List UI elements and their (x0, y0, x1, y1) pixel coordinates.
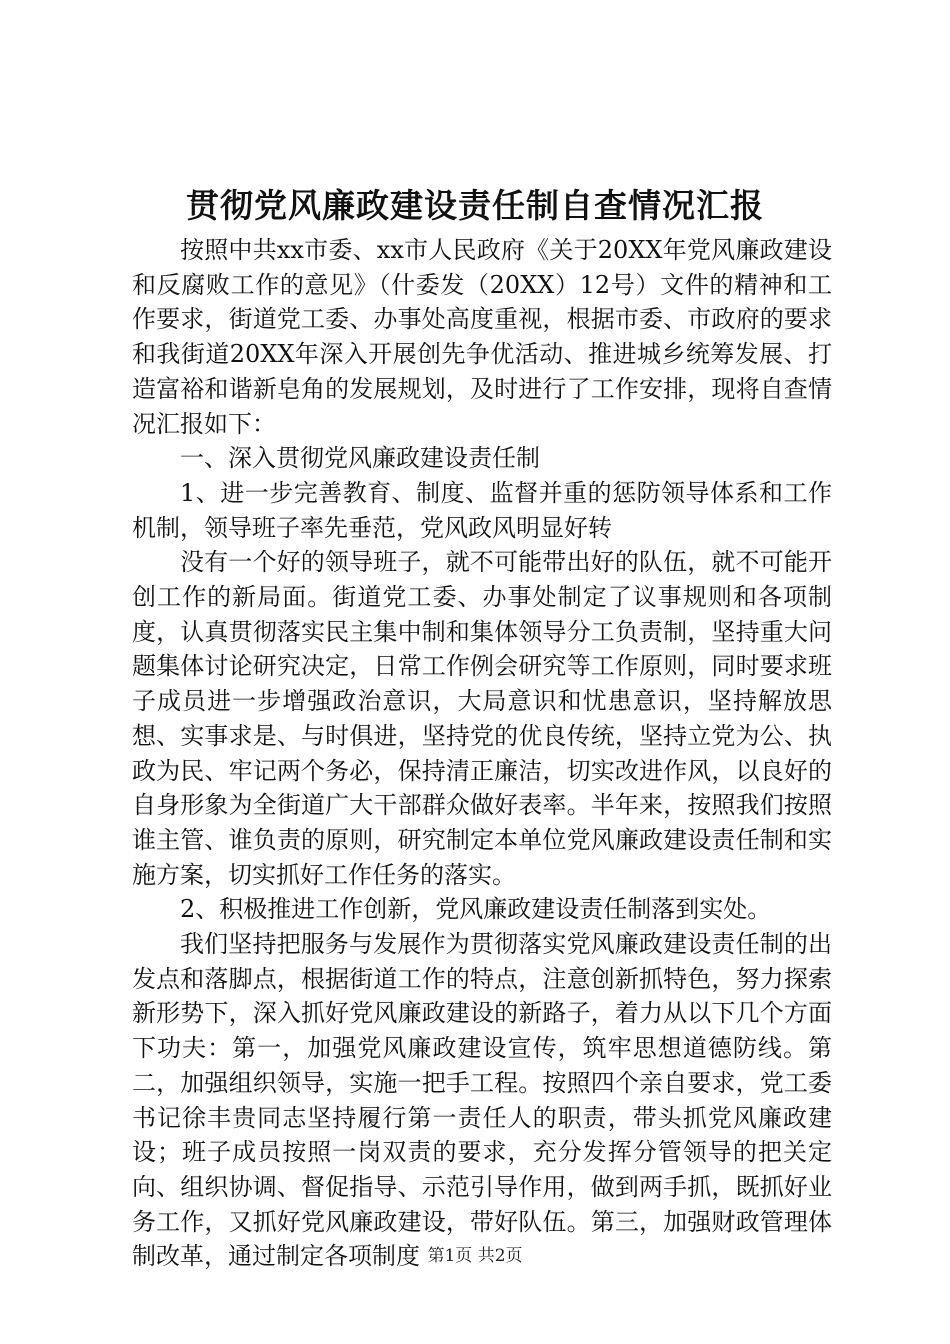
body-paragraph-1: 没有一个好的领导班子，就不可能带出好的队伍，就不可能开创工作的新局面。街道党工委、办事处制定了议事规则和各项制度，认真贯彻落实民主集中制和集体领导分工负责制，坚持重大问题集体讨论研究决定，日常工作例会研究等工作原则，同时要求班子成员进一步增强政治意识，大局意识和忧患意识，坚持解放思想、实事求是、与时俱进，坚持党的优良传统，坚持立党为公、执政为民、牢记两个务必，保持清正廉洁，切实改进作风，以良好的自身形象为全街道广大干部群众做好表率。半年来，按照我们按照谁主管、谁负责的原则，研究制定本单位党风廉政建设责任制和实施方案，切实抓好工作任务的落实。 (132, 548, 832, 889)
body-paragraph-2: 我们坚持把服务与发展作为贯彻落实党风廉政建设责任制的出发点和落脚点，根据街道工作的特点，注意创新抓特色，努力探索新形势下，深入抓好党风廉政建设的新路子，着力从以下几个方面下功夫：第一，加强党风廉政建设宣传，筑牢思想道德防线。第二，加强组织领导，实施一把手工程。按照四个亲自要求，党工委书记徐丰贵同志坚持履行第一责任人的职责，带头抓党风廉政建设；班子成员按照一岗双责的要求，充分发挥分管领导的把关定向、组织协调、督促指导、示范引导作用，做到两手抓，既抓好业务工作，又抓好党风廉政建设，带好队伍。第三，加强财政管理体制改革，通过制定各项制度 (132, 930, 832, 1271)
document-title: 贯彻党风廉政建设责任制自查情况汇报 (186, 186, 764, 225)
subsection-heading-1: 1、进一步完善教育、制度、监督并重的惩防领导体系和工作机制，领导班子率先垂范，党风政风明显好转 (132, 478, 832, 542)
intro-paragraph: 按照中共xx市委、xx市人民政府《关于20XX年党风廉政建设和反腐败工作的意见》（什委发（20XX）12号）文件的精神和工作要求，街道党工委、办事处高度重视，根据市委、市政府的要求和我街道20XX年深入开展创先争优活动、推进城乡统筹发展、打造富裕和谐新皂角的发展规划，及时进行了工作安排，现将自查情况汇报如下： (132, 236, 832, 438)
document-body (132, 233, 832, 1274)
section-heading-1: 一、深入贯彻党风廉政建设责任制 (180, 444, 540, 473)
page-number-footer: 第1页 共2页 (427, 1246, 523, 1266)
subsection-heading-2: 2、积极推进工作创新，党风廉政建设责任制落到实处。 (180, 895, 772, 924)
